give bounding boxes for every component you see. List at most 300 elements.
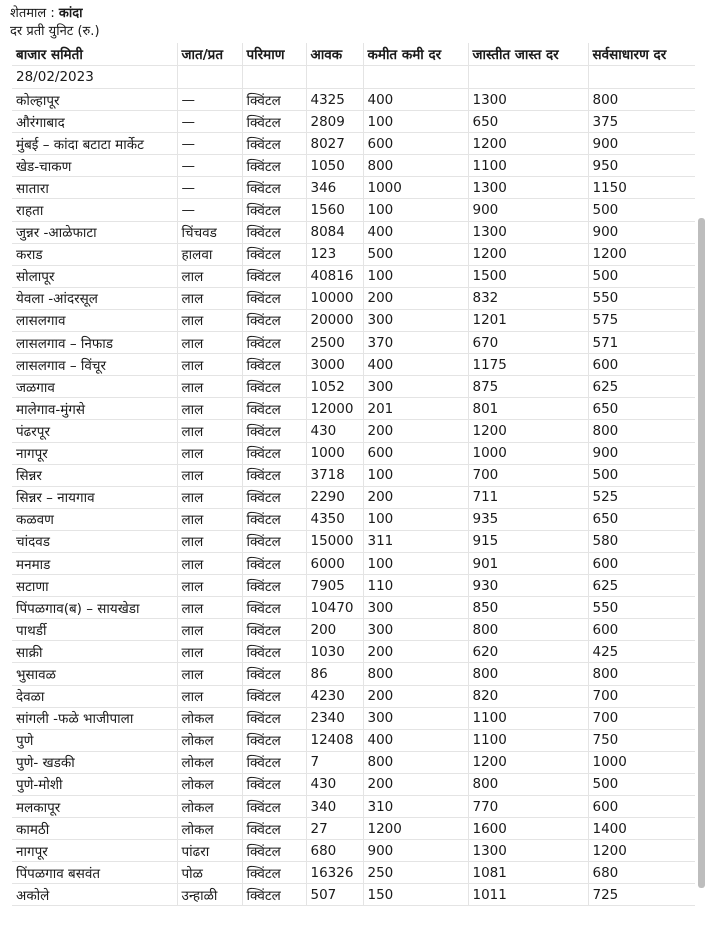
market-cell: नागपूर	[12, 840, 177, 862]
variety-cell: —	[177, 89, 242, 111]
arrival-cell: 507	[306, 884, 363, 906]
table-row	[12, 796, 695, 818]
max-rate-cell: 1600	[468, 818, 588, 840]
modal-rate-cell: 500	[588, 199, 695, 221]
variety-cell: लाल	[177, 287, 242, 309]
arrival-cell: 1560	[306, 199, 363, 221]
unit-cell: क्विंटल	[242, 177, 306, 199]
modal-rate-cell: 625	[588, 376, 695, 398]
table-row	[12, 265, 695, 287]
variety-cell: लोकल	[177, 818, 242, 840]
modal-rate-cell: 1150	[588, 177, 695, 199]
max-rate-cell: 800	[468, 773, 588, 795]
variety-cell: पोळ	[177, 862, 242, 884]
min-rate-cell: 200	[363, 685, 468, 707]
min-rate-cell: 400	[363, 354, 468, 376]
modal-rate-cell: 500	[588, 265, 695, 287]
table-row	[12, 663, 695, 685]
table-row	[12, 597, 695, 619]
max-rate-cell: 875	[468, 376, 588, 398]
market-rates-table	[12, 43, 695, 906]
arrival-cell: 3000	[306, 354, 363, 376]
min-rate-cell: 1200	[363, 818, 468, 840]
max-rate-cell: 900	[468, 199, 588, 221]
variety-cell: लाल	[177, 663, 242, 685]
commodity-prefix: शेतमाल :	[10, 6, 59, 21]
table-row	[12, 685, 695, 707]
unit-cell: क्विंटल	[242, 663, 306, 685]
modal-rate-cell: 725	[588, 884, 695, 906]
min-rate-cell: 500	[363, 243, 468, 265]
variety-cell: लाल	[177, 354, 242, 376]
variety-cell: लाल	[177, 575, 242, 597]
unit-cell: क्विंटल	[242, 597, 306, 619]
page-header	[10, 5, 100, 41]
min-rate-cell: 400	[363, 221, 468, 243]
min-rate-cell: 100	[363, 111, 468, 133]
min-rate-cell: 100	[363, 464, 468, 486]
modal-rate-cell: 800	[588, 420, 695, 442]
unit-cell: क्विंटल	[242, 773, 306, 795]
modal-rate-cell: 571	[588, 332, 695, 354]
variety-cell: लाल	[177, 641, 242, 663]
variety-cell: लाल	[177, 508, 242, 530]
min-rate-cell: 400	[363, 729, 468, 751]
max-rate-cell: 1175	[468, 354, 588, 376]
modal-rate-cell: 1000	[588, 751, 695, 773]
market-cell: लासलगाव – निफाड	[12, 332, 177, 354]
arrival-cell: 2500	[306, 332, 363, 354]
modal-rate-cell: 1200	[588, 243, 695, 265]
table-row	[12, 199, 695, 221]
table-row	[12, 862, 695, 884]
market-cell: सातारा	[12, 177, 177, 199]
max-rate-cell: 800	[468, 663, 588, 685]
arrival-cell: 3718	[306, 464, 363, 486]
market-cell: सटाणा	[12, 575, 177, 597]
variety-cell: लाल	[177, 398, 242, 420]
arrival-cell: 7905	[306, 575, 363, 597]
variety-cell: लोकल	[177, 707, 242, 729]
min-rate-cell: 1000	[363, 177, 468, 199]
min-rate-cell: 200	[363, 420, 468, 442]
max-rate-cell: 800	[468, 619, 588, 641]
variety-cell: —	[177, 155, 242, 177]
variety-cell: —	[177, 177, 242, 199]
table-row	[12, 133, 695, 155]
modal-rate-cell: 500	[588, 773, 695, 795]
modal-rate-cell: 650	[588, 398, 695, 420]
max-rate-cell: 820	[468, 685, 588, 707]
modal-rate-cell: 600	[588, 619, 695, 641]
max-rate-cell: 670	[468, 332, 588, 354]
arrival-cell: 27	[306, 818, 363, 840]
variety-cell: लोकल	[177, 729, 242, 751]
modal-rate-cell: 800	[588, 89, 695, 111]
market-cell: देवळा	[12, 685, 177, 707]
market-cell: मलकापूर	[12, 796, 177, 818]
unit-cell: क्विंटल	[242, 464, 306, 486]
table-row	[12, 354, 695, 376]
arrival-cell: 2809	[306, 111, 363, 133]
min-rate-cell: 100	[363, 265, 468, 287]
market-cell: कोल्हापूर	[12, 89, 177, 111]
min-rate-cell: 300	[363, 597, 468, 619]
modal-rate-cell: 550	[588, 597, 695, 619]
min-rate-cell: 400	[363, 89, 468, 111]
arrival-cell: 1030	[306, 641, 363, 663]
arrival-cell: 16326	[306, 862, 363, 884]
arrival-cell: 12408	[306, 729, 363, 751]
unit-cell: क्विंटल	[242, 287, 306, 309]
table-row	[12, 332, 695, 354]
min-rate-cell: 600	[363, 133, 468, 155]
arrival-cell: 430	[306, 420, 363, 442]
arrival-cell: 4230	[306, 685, 363, 707]
table-row	[12, 552, 695, 574]
max-rate-cell: 770	[468, 796, 588, 818]
modal-rate-cell: 1400	[588, 818, 695, 840]
modal-rate-cell: 950	[588, 155, 695, 177]
variety-cell: लाल	[177, 332, 242, 354]
modal-rate-cell: 375	[588, 111, 695, 133]
unit-cell: क्विंटल	[242, 641, 306, 663]
min-rate-cell: 201	[363, 398, 468, 420]
column-header-variety: जात/प्रत	[177, 43, 242, 66]
variety-cell: लाल	[177, 552, 242, 574]
table-row	[12, 508, 695, 530]
variety-cell: लाल	[177, 376, 242, 398]
max-rate-cell: 850	[468, 597, 588, 619]
max-rate-cell: 1200	[468, 420, 588, 442]
arrival-cell: 12000	[306, 398, 363, 420]
market-cell: जळगाव	[12, 376, 177, 398]
variety-cell: —	[177, 133, 242, 155]
commodity-name: कांदा	[58, 6, 83, 21]
max-rate-cell: 650	[468, 111, 588, 133]
modal-rate-cell: 680	[588, 862, 695, 884]
max-rate-cell: 1011	[468, 884, 588, 906]
arrival-cell: 86	[306, 663, 363, 685]
arrival-cell: 2290	[306, 486, 363, 508]
min-rate-cell: 300	[363, 619, 468, 641]
unit-cell: क्विंटल	[242, 486, 306, 508]
unit-cell: क्विंटल	[242, 862, 306, 884]
unit-cell: क्विंटल	[242, 398, 306, 420]
variety-cell: हालवा	[177, 243, 242, 265]
min-rate-cell: 800	[363, 751, 468, 773]
market-cell: मुंबई – कांदा बटाटा मार्केट	[12, 133, 177, 155]
max-rate-cell: 1000	[468, 442, 588, 464]
modal-rate-cell: 625	[588, 575, 695, 597]
column-header-modal-rate: सर्वसाधारण दर	[588, 43, 695, 66]
modal-rate-cell: 900	[588, 133, 695, 155]
arrival-cell: 1050	[306, 155, 363, 177]
unit-cell: क्विंटल	[242, 221, 306, 243]
variety-cell: लाल	[177, 530, 242, 552]
market-cell: सिन्नर	[12, 464, 177, 486]
table-row	[12, 818, 695, 840]
min-rate-cell: 200	[363, 287, 468, 309]
column-header-min-rate: कमीत कमी दर	[363, 43, 468, 66]
market-cell: औरंगाबाद	[12, 111, 177, 133]
market-cell: नागपूर	[12, 442, 177, 464]
unit-cell: क्विंटल	[242, 796, 306, 818]
min-rate-cell: 250	[363, 862, 468, 884]
table-row	[12, 751, 695, 773]
arrival-cell: 2340	[306, 707, 363, 729]
arrival-cell: 8027	[306, 133, 363, 155]
max-rate-cell: 711	[468, 486, 588, 508]
max-rate-cell: 1081	[468, 862, 588, 884]
min-rate-cell: 150	[363, 884, 468, 906]
table-row	[12, 641, 695, 663]
arrival-cell: 200	[306, 619, 363, 641]
variety-cell: —	[177, 199, 242, 221]
unit-cell: क्विंटल	[242, 133, 306, 155]
market-cell: पिंपळगाव बसवंत	[12, 862, 177, 884]
min-rate-cell: 100	[363, 199, 468, 221]
modal-rate-cell: 1200	[588, 840, 695, 862]
market-cell: मालेगाव-मुंगसे	[12, 398, 177, 420]
table-row	[12, 729, 695, 751]
modal-rate-cell: 600	[588, 354, 695, 376]
market-cell: पंढरपूर	[12, 420, 177, 442]
modal-rate-cell: 800	[588, 663, 695, 685]
max-rate-cell: 1200	[468, 133, 588, 155]
market-cell: लासलगाव	[12, 309, 177, 331]
unit-cell: क्विंटल	[242, 442, 306, 464]
arrival-cell: 123	[306, 243, 363, 265]
modal-rate-cell: 575	[588, 309, 695, 331]
modal-rate-cell: 550	[588, 287, 695, 309]
max-rate-cell: 930	[468, 575, 588, 597]
modal-rate-cell: 700	[588, 707, 695, 729]
table-row	[12, 287, 695, 309]
unit-cell: क्विंटल	[242, 707, 306, 729]
unit-cell: क्विंटल	[242, 619, 306, 641]
rate-unit: दर प्रती युनिट (रु.)	[10, 24, 100, 39]
variety-cell: लोकल	[177, 796, 242, 818]
modal-rate-cell: 500	[588, 464, 695, 486]
arrival-cell: 680	[306, 840, 363, 862]
table-row	[12, 442, 695, 464]
modal-rate-cell: 750	[588, 729, 695, 751]
max-rate-cell: 1300	[468, 840, 588, 862]
variety-cell: उन्हाळी	[177, 884, 242, 906]
max-rate-cell: 1300	[468, 221, 588, 243]
arrival-cell: 346	[306, 177, 363, 199]
arrival-cell: 1052	[306, 376, 363, 398]
unit-cell: क्विंटल	[242, 751, 306, 773]
variety-cell: लाल	[177, 420, 242, 442]
table-row	[12, 619, 695, 641]
market-cell: पिंपळगाव(ब) – सायखेडा	[12, 597, 177, 619]
variety-cell: पांढरा	[177, 840, 242, 862]
table-row	[12, 398, 695, 420]
date-row	[12, 66, 695, 89]
modal-rate-cell: 600	[588, 796, 695, 818]
max-rate-cell: 1200	[468, 243, 588, 265]
unit-cell: क्विंटल	[242, 199, 306, 221]
min-rate-cell: 311	[363, 530, 468, 552]
arrival-cell: 7	[306, 751, 363, 773]
variety-cell: लाल	[177, 464, 242, 486]
unit-cell: क्विंटल	[242, 111, 306, 133]
max-rate-cell: 700	[468, 464, 588, 486]
table-row	[12, 243, 695, 265]
variety-cell: लाल	[177, 685, 242, 707]
table-row	[12, 111, 695, 133]
arrival-cell: 4325	[306, 89, 363, 111]
variety-cell: लाल	[177, 265, 242, 287]
table-row	[12, 155, 695, 177]
market-cell: कामठी	[12, 818, 177, 840]
market-cell: पुणे-मोशी	[12, 773, 177, 795]
market-cell: कळवण	[12, 508, 177, 530]
max-rate-cell: 1100	[468, 707, 588, 729]
table-row	[12, 221, 695, 243]
arrival-cell: 15000	[306, 530, 363, 552]
arrival-cell: 40816	[306, 265, 363, 287]
table-row	[12, 773, 695, 795]
max-rate-cell: 620	[468, 641, 588, 663]
variety-cell: लोकल	[177, 773, 242, 795]
modal-rate-cell: 900	[588, 221, 695, 243]
variety-cell: लाल	[177, 619, 242, 641]
unit-cell: क्विंटल	[242, 552, 306, 574]
min-rate-cell: 800	[363, 155, 468, 177]
market-cell: जुन्नर -आळेफाटा	[12, 221, 177, 243]
vertical-scrollbar[interactable]	[698, 218, 705, 888]
table-row	[12, 486, 695, 508]
market-cell: सोलापूर	[12, 265, 177, 287]
min-rate-cell: 200	[363, 486, 468, 508]
arrival-cell: 10000	[306, 287, 363, 309]
market-cell: कराड	[12, 243, 177, 265]
min-rate-cell: 370	[363, 332, 468, 354]
variety-cell: लाल	[177, 597, 242, 619]
min-rate-cell: 110	[363, 575, 468, 597]
max-rate-cell: 1300	[468, 89, 588, 111]
market-cell: लासलगाव – विंचूर	[12, 354, 177, 376]
min-rate-cell: 300	[363, 309, 468, 331]
variety-cell: चिंचवड	[177, 221, 242, 243]
market-cell: सिन्नर – नायगाव	[12, 486, 177, 508]
modal-rate-cell: 700	[588, 685, 695, 707]
market-cell: भुसावळ	[12, 663, 177, 685]
unit-cell: क्विंटल	[242, 685, 306, 707]
max-rate-cell: 832	[468, 287, 588, 309]
modal-rate-cell: 650	[588, 508, 695, 530]
arrival-cell: 20000	[306, 309, 363, 331]
min-rate-cell: 300	[363, 376, 468, 398]
table-header-row	[12, 43, 695, 66]
market-cell: साक्री	[12, 641, 177, 663]
modal-rate-cell: 580	[588, 530, 695, 552]
unit-cell: क्विंटल	[242, 243, 306, 265]
unit-cell: क्विंटल	[242, 729, 306, 751]
unit-cell: क्विंटल	[242, 840, 306, 862]
unit-cell: क्विंटल	[242, 420, 306, 442]
unit-cell: क्विंटल	[242, 575, 306, 597]
unit-cell: क्विंटल	[242, 530, 306, 552]
market-cell: पुणे	[12, 729, 177, 751]
min-rate-cell: 800	[363, 663, 468, 685]
max-rate-cell: 935	[468, 508, 588, 530]
min-rate-cell: 300	[363, 707, 468, 729]
unit-cell: क्विंटल	[242, 89, 306, 111]
market-cell: राहता	[12, 199, 177, 221]
market-cell: सांगली -फळे भाजीपाला	[12, 707, 177, 729]
unit-cell: क्विंटल	[242, 508, 306, 530]
table-row	[12, 707, 695, 729]
modal-rate-cell: 600	[588, 552, 695, 574]
arrival-cell: 4350	[306, 508, 363, 530]
max-rate-cell: 1100	[468, 729, 588, 751]
table-row	[12, 575, 695, 597]
arrival-cell: 1000	[306, 442, 363, 464]
modal-rate-cell: 425	[588, 641, 695, 663]
max-rate-cell: 1201	[468, 309, 588, 331]
variety-cell: लाल	[177, 442, 242, 464]
column-header-arrival: आवक	[306, 43, 363, 66]
unit-cell: क्विंटल	[242, 354, 306, 376]
column-header-unit: परिमाण	[242, 43, 306, 66]
max-rate-cell: 1300	[468, 177, 588, 199]
max-rate-cell: 1200	[468, 751, 588, 773]
market-cell: येवला -आंदरसूल	[12, 287, 177, 309]
arrival-cell: 340	[306, 796, 363, 818]
unit-cell: क्विंटल	[242, 309, 306, 331]
column-header-market: बाजार समिती	[12, 43, 177, 66]
max-rate-cell: 801	[468, 398, 588, 420]
table-row	[12, 177, 695, 199]
arrival-cell: 10470	[306, 597, 363, 619]
market-cell: खेड-चाकण	[12, 155, 177, 177]
variety-cell: लोकल	[177, 751, 242, 773]
modal-rate-cell: 525	[588, 486, 695, 508]
market-cell: चांदवड	[12, 530, 177, 552]
table-row	[12, 89, 695, 111]
table-row	[12, 420, 695, 442]
market-cell: पाथर्डी	[12, 619, 177, 641]
max-rate-cell: 915	[468, 530, 588, 552]
unit-cell: क्विंटल	[242, 818, 306, 840]
table-row	[12, 530, 695, 552]
unit-cell: क्विंटल	[242, 884, 306, 906]
market-cell: अकोले	[12, 884, 177, 906]
table-row	[12, 376, 695, 398]
table-row	[12, 884, 695, 906]
arrival-cell: 430	[306, 773, 363, 795]
commodity-line	[10, 5, 100, 23]
min-rate-cell: 200	[363, 773, 468, 795]
variety-cell: लाल	[177, 309, 242, 331]
variety-cell: —	[177, 111, 242, 133]
max-rate-cell: 1100	[468, 155, 588, 177]
date-cell: 28/02/2023	[12, 66, 177, 89]
market-cell: मनमाड	[12, 552, 177, 574]
unit-cell: क्विंटल	[242, 265, 306, 287]
min-rate-cell: 600	[363, 442, 468, 464]
modal-rate-cell: 900	[588, 442, 695, 464]
max-rate-cell: 901	[468, 552, 588, 574]
min-rate-cell: 200	[363, 641, 468, 663]
min-rate-cell: 100	[363, 508, 468, 530]
variety-cell: लाल	[177, 486, 242, 508]
unit-cell: क्विंटल	[242, 376, 306, 398]
